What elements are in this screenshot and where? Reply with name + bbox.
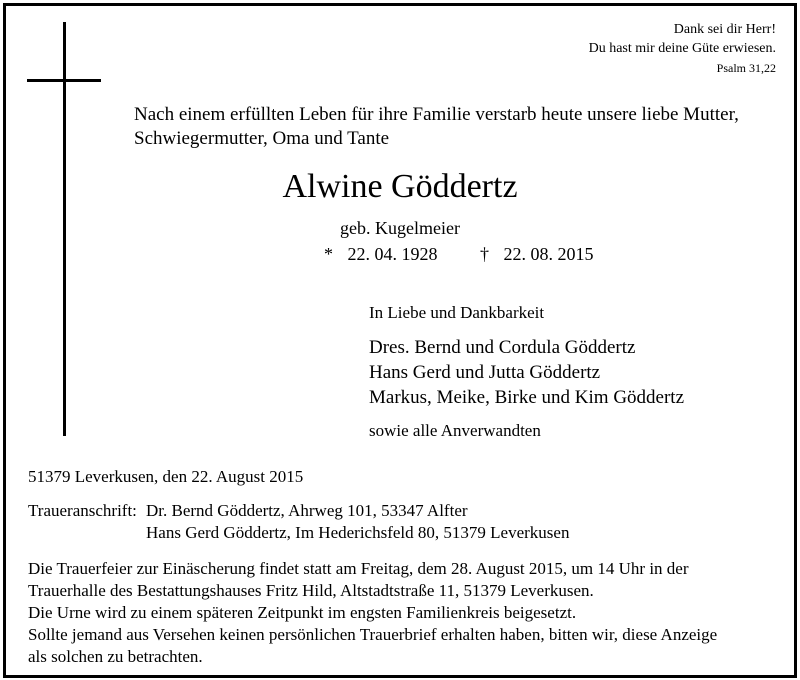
- life-dates: [324, 244, 594, 265]
- psalm-reference: Psalm 31,22: [716, 61, 776, 75]
- birth-name: geb. Kugelmeier: [340, 218, 460, 238]
- deceased-name: Alwine Göddertz: [282, 168, 518, 205]
- mourner-name: Markus, Meike, Birke und Kim Göddertz: [369, 387, 685, 408]
- intro-line-1: Nach einem erfüllten Leben für ihre Familie verstarb heute unsere liebe Mutter,: [134, 104, 739, 125]
- place-date: 51379 Leverkusen, den 22. August 2015: [28, 467, 304, 486]
- notice-line: Die Urne wird zu einem späteren Zeitpunkt im engsten Familienkreis beigesetzt.: [28, 603, 577, 622]
- mourner-name: Hans Gerd und Jutta Göddertz: [369, 362, 601, 383]
- birth-symbol: *: [324, 244, 333, 264]
- psalm-line-1: Dank sei dir Herr!: [673, 22, 776, 37]
- mourners-others: sowie alle Anverwandten: [369, 421, 541, 440]
- address-line-2: Hans Gerd Göddertz, Im Hederichsfeld 80, 51379 Leverkusen: [146, 523, 570, 542]
- birth-date: 22. 04. 1928: [347, 244, 438, 264]
- death-date: 22. 08. 2015: [503, 244, 594, 264]
- mourner-name: Dres. Bernd und Cordula Göddertz: [369, 337, 636, 358]
- address-line-1: Dr. Bernd Göddertz, Ahrweg 101, 53347 Alfter: [146, 501, 468, 520]
- notice-line: als solchen zu betrachten.: [28, 647, 203, 666]
- psalm-line-2: Du hast mir deine Güte erwiesen.: [588, 41, 776, 56]
- death-symbol: †: [480, 244, 489, 264]
- intro-line-2: Schwiegermutter, Oma und Tante: [134, 128, 390, 149]
- notice-line: Die Trauerfeier zur Einäscherung findet statt am Freitag, dem 28. August 2015, um 14 Uhr in der: [28, 559, 689, 578]
- notice-line: Sollte jemand aus Versehen keinen persönlichen Trauerbrief erhalten haben, bitten wir, diese Anzeige: [28, 625, 718, 644]
- address-label: Traueranschrift:: [28, 501, 137, 520]
- mourners-heading: In Liebe und Dankbarkeit: [369, 303, 545, 322]
- cross-horizontal-bar: [27, 79, 101, 82]
- notice-line: Trauerhalle des Bestattungshauses Fritz Hild, Altstadtstraße 11, 51379 Leverkusen.: [28, 581, 594, 600]
